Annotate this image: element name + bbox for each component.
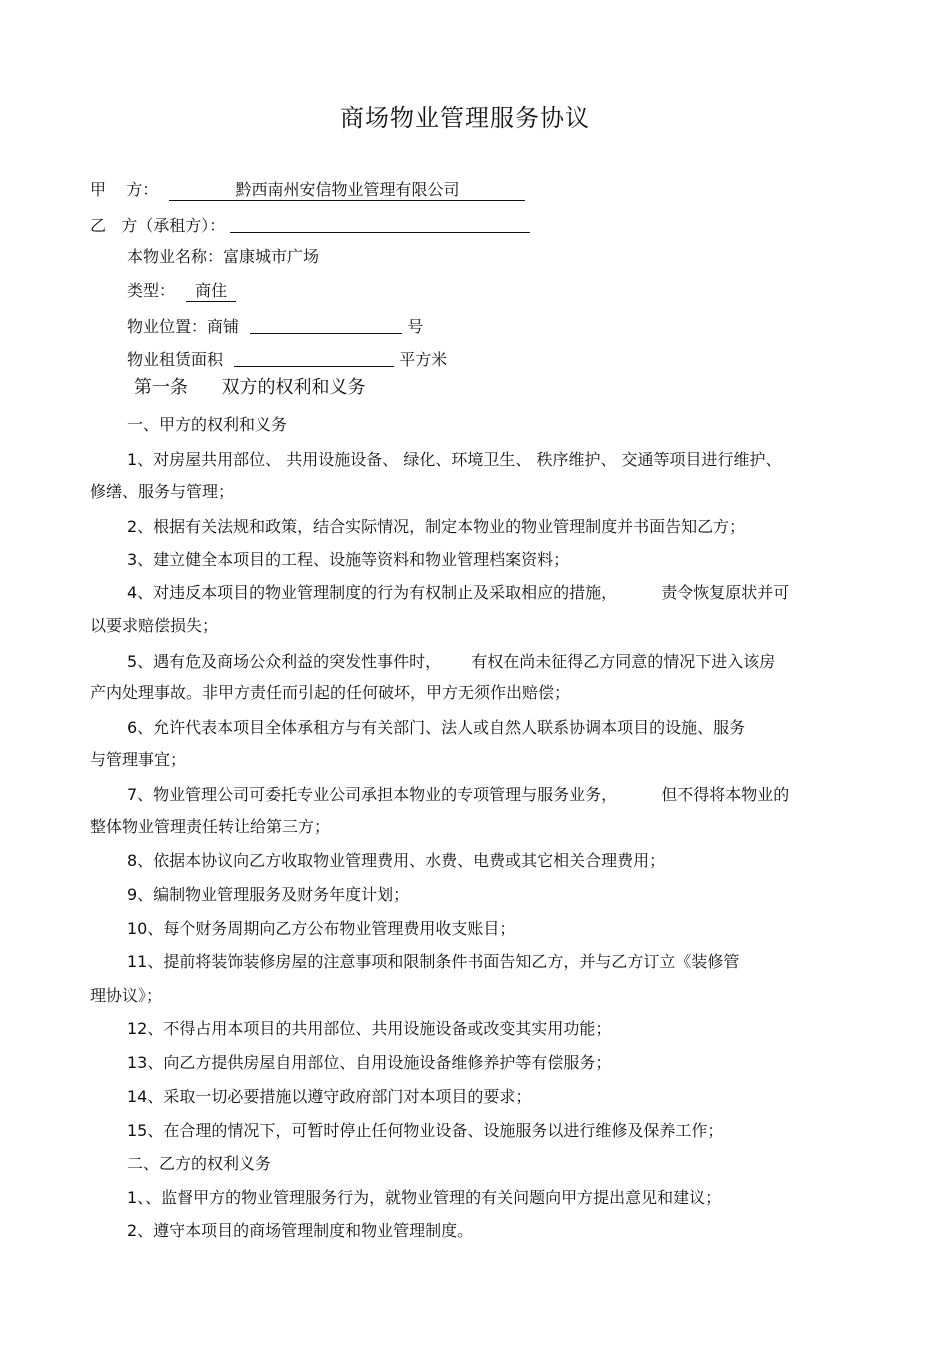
a-item-6-line-1: 6、允许代表本项目全体承租方与有关部门、法人或自然人联系协调本项目的设施、服务 [127, 718, 746, 737]
a-item-6-line-2: 与管理事宜； [90, 750, 187, 769]
a-item-9: 9、编制物业管理服务及财务年度计划； [127, 885, 410, 904]
a-item-1-line-2: 修缮、服务与管理； [90, 482, 235, 501]
a-item-13: 13、向乙方提供房屋自用部位、自用设施设备维修养护等有偿服务； [127, 1053, 612, 1072]
a-item-1-line-1: 1、对房屋共用部位、 共用设施设备、 绿化、环境卫生、 秩序维护、 交通等项目进行维护、 [127, 450, 782, 469]
party-b-blank [230, 214, 530, 233]
a-item-15: 15、在合理的情况下，可暂时停止任何物业设备、设施服务以进行维修及保养工作； [127, 1121, 724, 1140]
a-item-7-part-2: 但不得将本物业的 [661, 785, 790, 804]
a-item-5-line-2: 产内处理事故。非甲方责任而引起的任何破坏，甲方无须作出赔偿； [90, 683, 571, 702]
a-item-11-line-1: 11、提前将装饰装修房屋的注意事项和限制条件书面告知乙方，并与乙方订立《装修管 [127, 952, 740, 971]
a-item-12: 12、不得占用本项目的共用部位、共用设施设备或改变其实用功能； [127, 1019, 612, 1038]
a-item-7-line-1 [127, 783, 789, 807]
b-item-2: 2、遵守本项目的商场管理制度和物业管理制度。 [127, 1221, 474, 1240]
a-item-5-part-2: 有权在尚未征得乙方同意的情况下进入该房 [471, 652, 776, 671]
property-name-line: 本物业名称：富康城市广场 [127, 247, 320, 266]
area-blank [234, 348, 394, 367]
a-item-7-part-1: 7、物业管理公司可委托专业公司承担本物业的专项管理与服务业务， [127, 785, 618, 804]
a-item-4-line-1 [127, 581, 789, 605]
a-item-4-line-2: 以要求赔偿损失； [90, 616, 219, 635]
a-item-14: 14、采取一切必要措施以遵守政府部门对本项目的要求； [127, 1087, 532, 1106]
a-item-7-line-2: 整体物业管理责任转让给第三方； [90, 817, 331, 836]
location-blank [250, 315, 402, 334]
area-line [127, 346, 447, 372]
a-item-11-line-2: 理协议》； [90, 986, 163, 1005]
article-number: 第一条 [134, 377, 188, 398]
a-item-5-line-1 [127, 650, 775, 674]
article-heading [134, 376, 365, 400]
type-label: 类型： [127, 281, 176, 300]
article-title: 双方的权利和义务 [221, 377, 366, 398]
type-text: 商住 [195, 281, 228, 300]
location-line [127, 313, 423, 339]
type-value [186, 281, 236, 302]
location-suffix: 号 [407, 317, 424, 336]
party-a-line [90, 178, 525, 202]
b-item-1: 1、、监督甲方的物业管理服务行为，就物业管理的有关问题向甲方提出意见和建议； [127, 1188, 722, 1207]
area-suffix: 平方米 [399, 350, 448, 369]
location-label: 物业位置：商铺 [127, 317, 240, 336]
document-title: 商场物业管理服务协议 [340, 104, 590, 132]
a-item-10: 10、每个财务周期向乙方公布物业管理费用收支账目； [127, 919, 516, 938]
a-item-2: 2、根据有关法规和政策，结合实际情况，制定本物业的物业管理制度并书面告知乙方； [127, 517, 746, 536]
section-a-heading: 一、甲方的权利和义务 [127, 415, 288, 434]
party-a-value [169, 180, 525, 201]
party-b-line [90, 212, 530, 238]
party-a-name: 黔西南州安信物业管理有限公司 [235, 180, 460, 199]
area-label: 物业租赁面积 [127, 350, 224, 369]
a-item-8: 8、依据本协议向乙方收取物业管理费用、水费、电费或其它相关合理费用； [127, 851, 666, 870]
section-b-heading: 二、乙方的权利义务 [127, 1154, 272, 1173]
a-item-4-part-1: 4、对违反本项目的物业管理制度的行为有权制止及采取相应的措施， [127, 583, 618, 602]
a-item-3: 3、建立健全本项目的工程、设施等资料和物业管理档案资料； [127, 550, 570, 569]
party-b-label: 乙 方（承租方）： [90, 216, 226, 235]
party-a-label: 甲 方： [90, 180, 159, 199]
type-line [127, 279, 236, 303]
a-item-4-part-2: 责令恢复原状并可 [661, 583, 790, 602]
a-item-5-part-1: 5、遇有危及商场公众利益的突发性事件时， [127, 652, 442, 671]
